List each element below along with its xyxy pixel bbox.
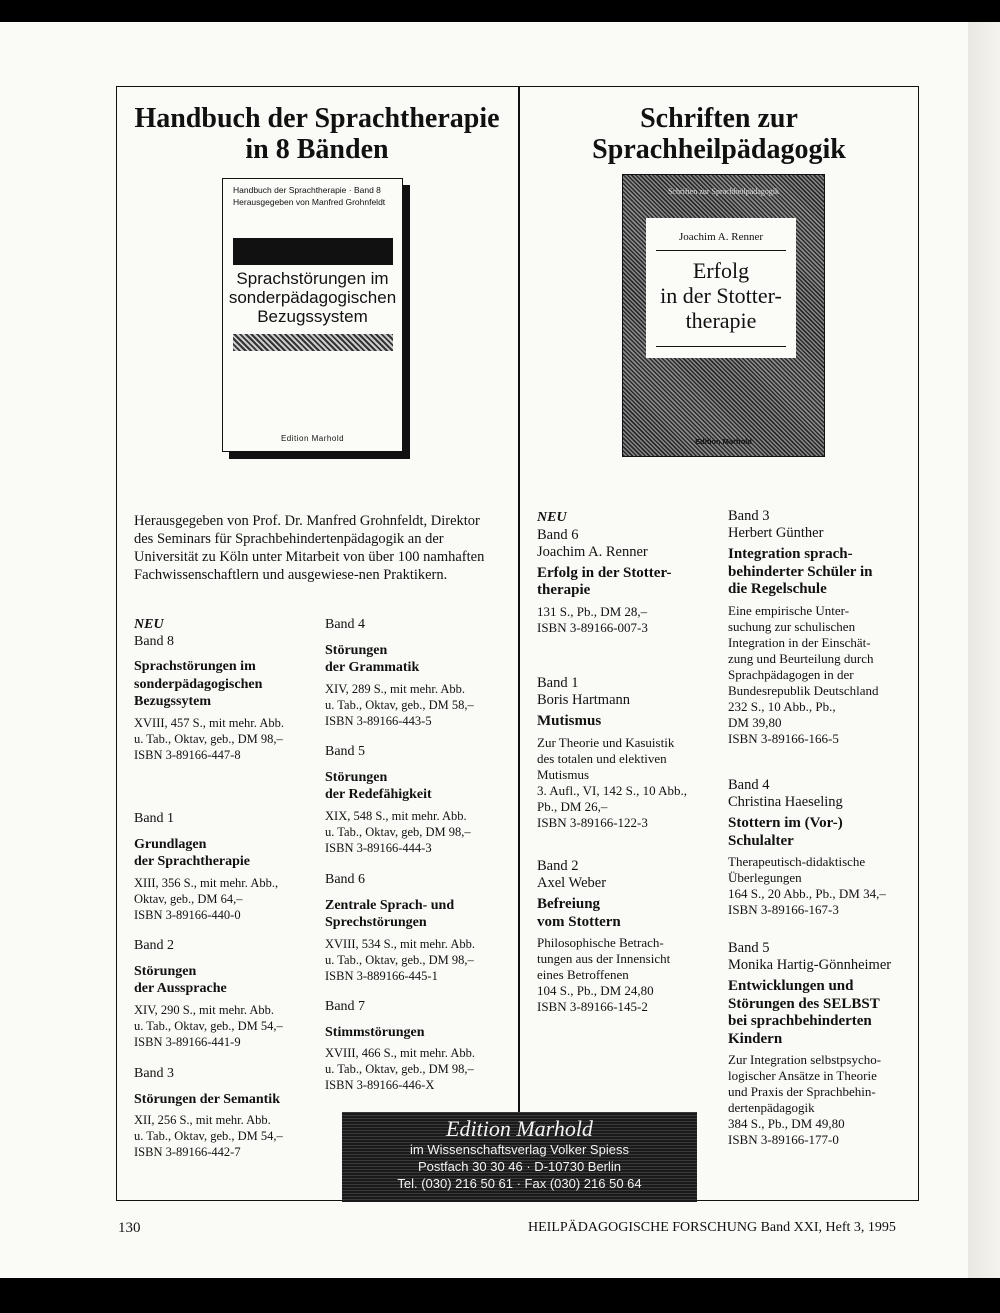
detail-line: 131 S., Pb., DM 28,– (537, 603, 648, 619)
facing-page-edge (968, 22, 1000, 1278)
cover-title-line-2: in der Stotter- (660, 283, 782, 308)
book-title-line: bei sprachbehinderten (728, 1013, 872, 1029)
book-details (728, 854, 916, 918)
band-number: Band 8 (134, 633, 175, 649)
detail-line: ISBN 3-89166-444-3 (325, 840, 432, 855)
detail-line: XIV, 289 S., mit mehr. Abb. (325, 681, 466, 696)
detail-line: Pb., DM 26,– (537, 798, 608, 814)
book-title-line: Sprachstörungen im (134, 659, 256, 674)
new-badge: NEU (537, 510, 567, 525)
detail-line: XIII, 356 S., mit mehr. Abb., (134, 875, 279, 890)
intro-paragraph: Herausgegeben von Prof. Dr. Manfred Grohnfeldt, Direktor des Seminars für Sprachbehindertenpädagogik an der Universität zu Köln unter Mitarbeit von über 100 namhaften Fachwissenschaftlern und ausgewiese-nen Praktikern. (134, 513, 485, 583)
band-number: Band 2 (537, 858, 579, 874)
book-title-line: Sprechstörungen (325, 915, 427, 930)
book-title (325, 769, 510, 804)
detail-line: ISBN 3-89166-145-2 (537, 999, 648, 1014)
list-item (537, 675, 722, 831)
book-title (728, 978, 916, 1048)
cover-panel (646, 218, 796, 358)
cover-rule-top (656, 250, 786, 251)
cover-title-line-1: Sprachstörungen im (236, 269, 389, 288)
band-number: Band 5 (728, 940, 770, 956)
left-title-line-2: in 8 Bänden (245, 134, 389, 165)
detail-line: ISBN 3-89166-440-0 (134, 907, 241, 922)
detail-line: ISBN 3-89166-443-5 (325, 713, 432, 728)
author: Axel Weber (537, 875, 607, 891)
detail-line: DM 39,80 (728, 714, 782, 730)
detail-line: u. Tab., Oktav, geb., DM 54,– (134, 1129, 283, 1143)
detail-line: u. Tab., Oktav, geb., DM 98,– (325, 1062, 474, 1076)
cover-author: Joachim A. Renner (678, 231, 763, 243)
band-number: Band 1 (537, 675, 579, 691)
band-number: Band 2 (134, 938, 175, 953)
detail-line: XVIII, 466 S., mit mehr. Abb. (325, 1046, 475, 1060)
book-title-line: Stimmstörungen (325, 1024, 425, 1040)
detail-line: des totalen und elektiven (537, 750, 667, 766)
journal-footer: HEILPÄDAGOGISCHE FORSCHUNG Band XXI, Heft 3, 1995 (528, 1220, 896, 1235)
book-title-line: die Regelschule (728, 581, 827, 597)
book-details (325, 681, 510, 729)
book-title-line: der Grammatik (325, 660, 420, 675)
detail-line: 384 S., Pb., DM 49,80 (728, 1116, 845, 1131)
cover-publisher: Edition Marhold (695, 437, 752, 446)
book-details (325, 808, 510, 856)
book-title-line: therapie (537, 582, 591, 598)
right-title-line-2: Sprachheilpädagogik (592, 134, 846, 165)
author: Herbert Günther (728, 525, 824, 541)
cover-title-line-3: therapie (685, 308, 757, 333)
book-details (325, 1045, 510, 1093)
book-title (134, 658, 314, 711)
list-item (325, 617, 510, 729)
detail-line: u. Tab., Oktav, geb., DM 98,– (134, 731, 283, 746)
cover-hatched-bar (233, 334, 393, 351)
book-details (134, 715, 314, 763)
detail-line: Eine empirische Unter- (728, 602, 850, 618)
cover-rule-bottom (656, 346, 786, 347)
book-title-line: Grundlagen (134, 836, 207, 852)
band-number: Band 4 (325, 617, 366, 632)
author: Boris Hartmann (537, 692, 631, 708)
left-title (120, 103, 514, 165)
book-details (134, 1112, 314, 1160)
book-title-line: der Aussprache (134, 981, 227, 996)
cover-header-line-2: Herausgegeben von Manfred Grohnfeldt (233, 197, 386, 207)
publisher-box (342, 1112, 697, 1202)
cover-title-line-3: Bezugssystem (257, 307, 368, 326)
band-number: Band 3 (134, 1066, 175, 1081)
cover-title-line-2: sonderpädagogischen (228, 288, 397, 307)
detail-line: u. Tab., Oktav, geb., DM 98,– (325, 952, 474, 967)
cover-title-line-1: Erfolg (692, 258, 750, 283)
book-title (134, 836, 314, 871)
detail-line: suchung zur schulischen (728, 618, 856, 634)
detail-line: u. Tab., Oktav, geb., DM 58,– (325, 697, 474, 712)
band-number: Band 6 (537, 526, 579, 543)
book-title (134, 963, 314, 998)
book-title (325, 897, 510, 932)
detail-line: XIV, 290 S., mit mehr. Abb. (134, 1002, 275, 1017)
detail-line: Therapeutisch-didaktische (728, 854, 866, 869)
book-title-line: Zentrale Sprach- und (325, 897, 455, 913)
book-title-line: Entwicklungen und (728, 978, 854, 994)
book-title (728, 815, 916, 850)
publisher-address: Postfach 30 30 46 · D-10730 Berlin (417, 1159, 622, 1174)
band-number: Band 6 (325, 872, 366, 887)
author: Christina Haeseling (728, 794, 843, 810)
cover-header (233, 184, 385, 208)
book-details (325, 936, 510, 984)
book-title (134, 1091, 314, 1109)
detail-line: XIX, 548 S., mit mehr. Abb. (325, 808, 467, 823)
book-title-line: Störungen (325, 642, 388, 658)
book-title-line: Störungen der Semantik (134, 1091, 280, 1107)
list-item (134, 1066, 314, 1160)
book-title (537, 713, 722, 731)
book-title-line: Mutismus (537, 713, 602, 729)
list-item (325, 872, 510, 984)
book-title-line: sonderpädagogischen (134, 676, 263, 692)
list-item (325, 744, 510, 856)
cover-header-line-1: Handbuch der Sprachtherapie · Band 8 (233, 185, 381, 195)
book-cover-renner (622, 174, 825, 457)
detail-line: Zur Theorie und Kasuistik (537, 734, 675, 750)
detail-line: und Praxis der Sprachbehin- (728, 1084, 876, 1099)
column-divider (518, 86, 520, 1201)
detail-line: 232 S., 10 Abb., Pb., (728, 698, 836, 714)
list-item (325, 999, 510, 1093)
detail-line: ISBN 3-89166-177-0 (728, 1132, 839, 1147)
detail-line: Bundesrepublik Deutschland (728, 682, 879, 698)
cover-black-bar (233, 238, 393, 265)
right-title (522, 103, 916, 165)
cover-title (223, 269, 402, 326)
book-details (134, 1002, 314, 1050)
detail-line: ISBN 3-89166-007-3 (537, 619, 648, 635)
book-title-line: Störungen (325, 769, 388, 785)
book-title (325, 642, 510, 677)
book-title (537, 565, 722, 600)
cover-series: Schriften zur Sprachheilpädagogik (667, 187, 780, 196)
page-number: 130 (118, 1220, 141, 1236)
book-title (537, 896, 722, 931)
book-title-line: Störungen (134, 963, 197, 979)
book-details (537, 935, 722, 1015)
detail-line: XVIII, 534 S., mit mehr. Abb. (325, 936, 475, 951)
book-title-line: behinderter Schüler in (728, 563, 873, 580)
book-title-line: vom Stottern (537, 913, 621, 930)
author: Monika Hartig-Gönnheimer (728, 957, 892, 973)
band-number: Band 1 (134, 811, 175, 826)
band-number: Band 4 (728, 777, 770, 793)
left-title-line-1: Handbuch der Sprachtherapie (134, 103, 500, 134)
list-item (134, 938, 314, 1050)
detail-line: 104 S., Pb., DM 24,80 (537, 983, 654, 998)
detail-line: ISBN 3-889166-445-1 (325, 968, 438, 983)
author: Joachim A. Renner (537, 543, 648, 560)
book-details (728, 1052, 916, 1148)
publisher-line: im Wissenschaftsverlag Volker Spiess (410, 1142, 629, 1157)
book-title (728, 546, 916, 599)
book-title (325, 1024, 510, 1042)
detail-line: ISBN 3-89166-447-8 (134, 747, 241, 762)
book-title-line: Integration sprach- (728, 546, 853, 562)
detail-line: dertenpädagogik (728, 1100, 815, 1115)
list-item (134, 811, 314, 923)
book-details (537, 735, 722, 831)
book-details (134, 875, 314, 923)
detail-line: Zur Integration selbstpsycho- (728, 1052, 882, 1067)
band-number: Band 5 (325, 744, 366, 759)
detail-line: logischer Ansätze in Theorie (728, 1068, 877, 1083)
list-item (728, 940, 916, 1148)
detail-line: XVIII, 457 S., mit mehr. Abb. (134, 715, 284, 730)
book-title-line: Schulalter (728, 832, 794, 849)
detail-line: XII, 256 S., mit mehr. Abb. (134, 1113, 271, 1127)
detail-line: tungen aus der Innensicht (537, 951, 671, 966)
detail-line: Überlegungen (728, 870, 802, 885)
band-number: Band 3 (728, 508, 770, 524)
detail-line: Mutismus (537, 766, 590, 782)
detail-line: ISBN 3-89166-446-X (325, 1078, 435, 1092)
detail-line: ISBN 3-89166-441-9 (134, 1034, 241, 1049)
book-title-line: der Sprachtherapie (134, 854, 251, 869)
new-badge: NEU (134, 617, 164, 632)
detail-line: u. Tab., Oktav, geb., DM 54,– (134, 1018, 283, 1033)
detail-line: Philosophische Betrach- (537, 935, 664, 950)
list-item (728, 508, 916, 747)
list-item (134, 617, 314, 763)
detail-line: zung und Beurteilung durch (728, 650, 874, 666)
list-item (728, 777, 916, 918)
detail-line: ISBN 3-89166-442-7 (134, 1145, 241, 1159)
book-details (728, 603, 916, 747)
detail-line: ISBN 3-89166-122-3 (537, 814, 648, 830)
list-item (537, 510, 722, 636)
book-title-line: der Redefähigkeit (325, 787, 432, 802)
detail-line: Integration in der Einschät- (728, 634, 871, 650)
detail-line: Oktav, geb., DM 64,– (134, 891, 243, 906)
list-item (537, 858, 722, 1015)
right-title-line-1: Schriften zur (640, 103, 798, 134)
book-title-line: Bezugssytem (134, 694, 211, 709)
book-cover-handbuch (222, 178, 403, 452)
detail-line: ISBN 3-89166-167-3 (728, 902, 839, 917)
detail-line: u. Tab., Oktav, geb, DM 98,– (325, 824, 471, 839)
book-title-line: Befreiung (537, 896, 601, 912)
band-number: Band 7 (325, 999, 366, 1014)
publisher-name: Edition Marhold (446, 1116, 593, 1141)
cover-title (646, 258, 796, 333)
detail-line: 3. Aufl., VI, 142 S., 10 Abb., (537, 782, 687, 798)
publisher-phone: Tel. (030) 216 50 61 · Fax (030) 216 50 64 (397, 1176, 642, 1191)
book-title-line: Kindern (728, 1030, 783, 1047)
book-title-line: Stottern im (Vor-) (728, 815, 843, 831)
detail-line: Sprachpädagogen in der (728, 666, 854, 682)
book-details (537, 604, 722, 636)
detail-line: eines Betroffenen (537, 967, 629, 982)
detail-line: ISBN 3-89166-166-5 (728, 730, 839, 746)
detail-line: 164 S., 20 Abb., Pb., DM 34,– (728, 886, 886, 901)
book-title-line: Erfolg in der Stotter- (537, 564, 672, 581)
book-title-line: Störungen des SELBST (728, 995, 880, 1012)
cover-publisher: Edition Marhold (280, 434, 345, 443)
